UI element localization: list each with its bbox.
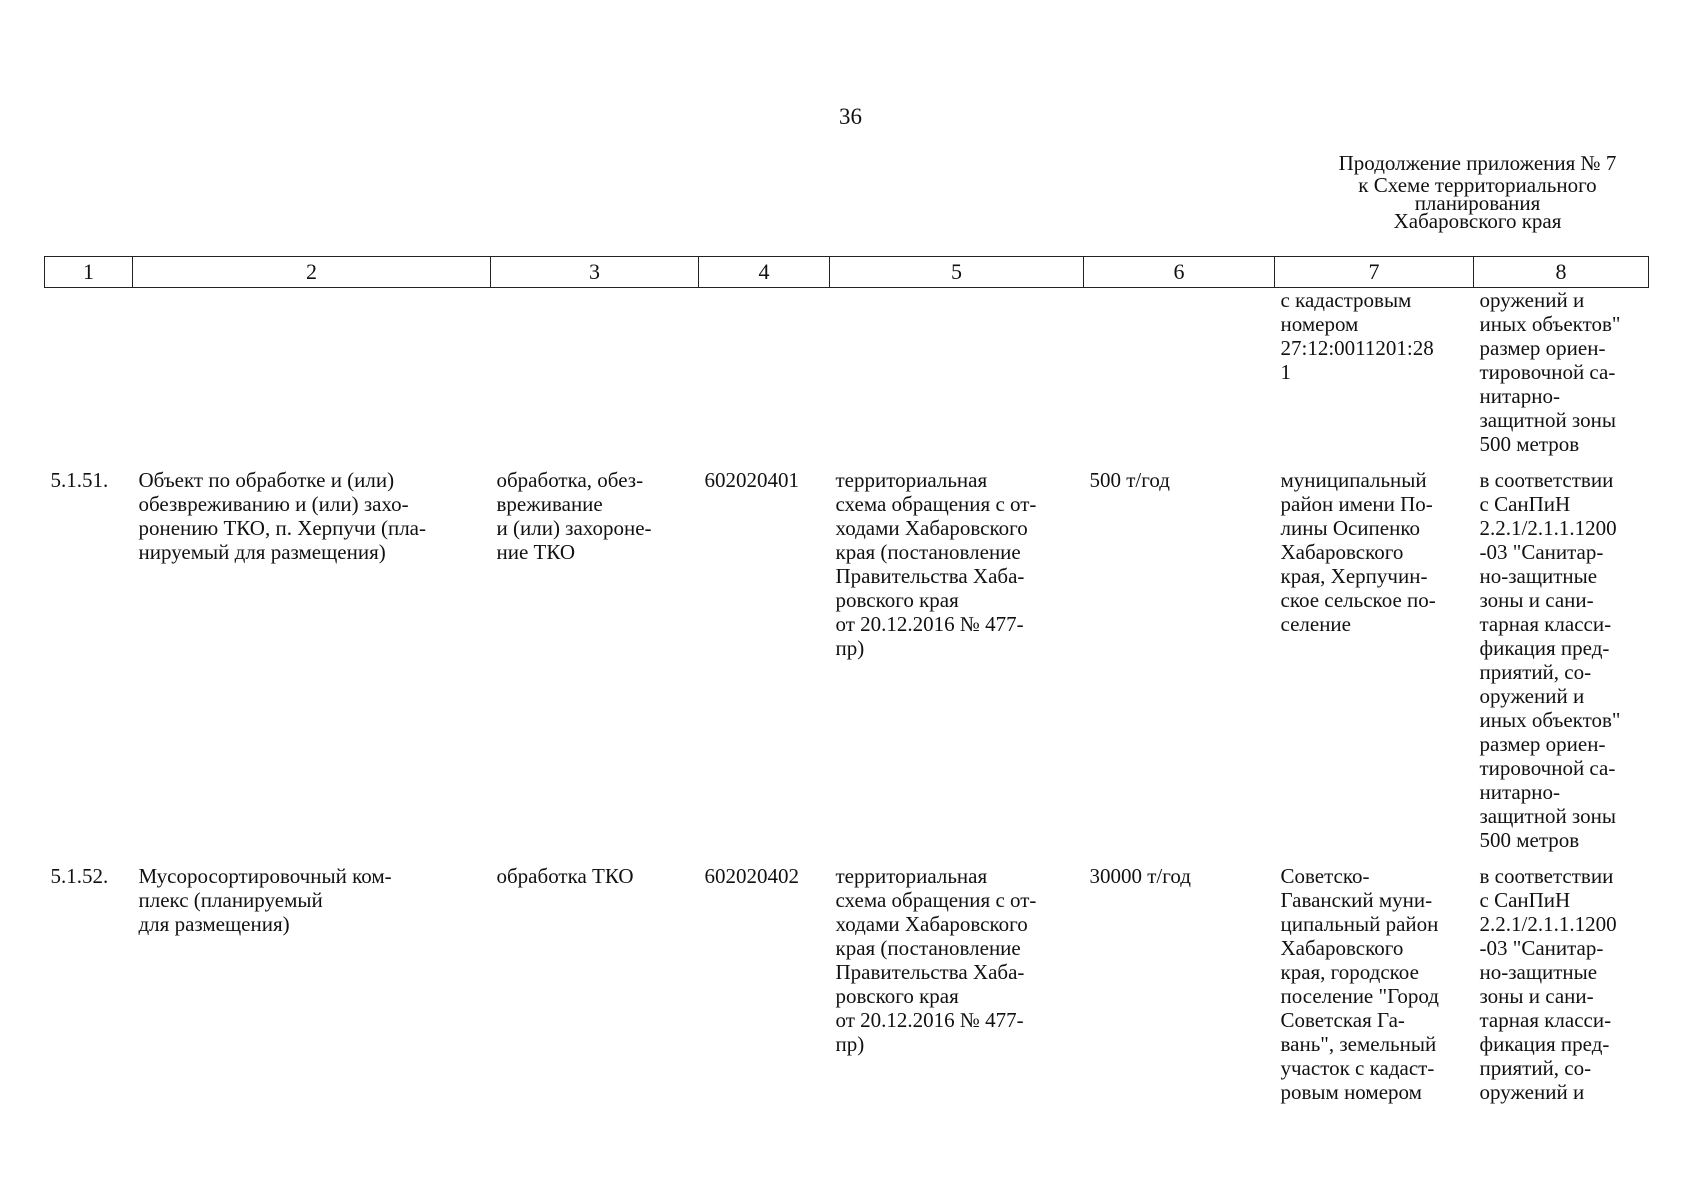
- item-number-cell: [45, 288, 133, 469]
- purpose-cell: [491, 288, 699, 469]
- column-number-row: [45, 257, 1649, 288]
- object-name-cell: [133, 288, 491, 469]
- capacity-cell: 500 т/год: [1089, 468, 1170, 492]
- item-number-cell: 5.1.52.: [50, 864, 109, 888]
- basis-cell: территориальная схема обращения с от- ходами Хабаровского края (постановление Правительства Хаба- ровского края от 20.12.2016 № 477- пр): [835, 864, 1037, 1056]
- appendix-line: планирования: [1414, 191, 1541, 215]
- sanitary-zone-cell: в соответствии с СанПиН 2.2.1/2.1.1.1200 -03 "Санитар- но-защитные зоны и сани- тарная класси- фикация пред- приятий, со- оружений и: [1479, 864, 1617, 1104]
- code-cell: 602020401: [704, 468, 799, 492]
- column-number: 7: [1275, 257, 1474, 288]
- sanitary-zone-cell: в соответствии с СанПиН 2.2.1/2.1.1.1200 -03 "Санитар- но-защитные зоны и сани- тарная класси- фикация пред- приятий, со- оружений и иных объектов" размер ориен- тировочной са- нитарно- защитной зоны 500 метров: [1479, 468, 1621, 852]
- column-number: 8: [1474, 257, 1649, 288]
- column-number: 1: [45, 257, 133, 288]
- capacity-cell: 30000 т/год: [1089, 864, 1191, 888]
- sanitary-zone-cell: оружений и иных объектов" размер ориен- тировочной са- нитарно- защитной зоны 500 метров: [1479, 288, 1621, 456]
- register-table: [44, 256, 1649, 1116]
- table-row: [45, 288, 1649, 469]
- appendix-line: к Схеме территориального: [1358, 173, 1597, 197]
- code-cell: [699, 288, 830, 469]
- table-row: [45, 864, 1649, 1116]
- table-row: [45, 468, 1649, 864]
- location-cell: Советско- Гаванский муни- ципальный район Хабаровского края, городское поселение "Город Советская Га- вань", земельный участок с кадаст- ровым номером: [1280, 864, 1439, 1104]
- location-cell: с кадастровым номером 27:12:0011201:28 1: [1280, 288, 1434, 384]
- page-number: 36: [839, 104, 862, 129]
- basis-cell: [830, 288, 1084, 469]
- appendix-line: Хабаровского края: [1393, 209, 1562, 233]
- object-name-cell: Объект по обработке и (или) обезвреживанию и (или) захо- ронению ТКО, п. Херпучи (пла- нируемый для размещения): [138, 468, 426, 564]
- item-number-cell: 5.1.51.: [50, 468, 109, 492]
- purpose-cell: обработка, обез- вреживание и (или) захороне- ние ТКО: [496, 468, 652, 564]
- code-cell: 602020402: [704, 864, 799, 888]
- column-number: 2: [133, 257, 491, 288]
- appendix-line: Продолжение приложения № 7: [1338, 151, 1617, 175]
- purpose-cell: обработка ТКО: [496, 864, 634, 888]
- column-number: 5: [830, 257, 1084, 288]
- column-number: 4: [699, 257, 830, 288]
- column-number: 3: [491, 257, 699, 288]
- column-number: 6: [1084, 257, 1275, 288]
- capacity-cell: [1084, 288, 1275, 469]
- appendix-caption: [1300, 152, 1655, 232]
- object-name-cell: Мусоросортировочный ком- плекс (планируемый для размещения): [138, 864, 392, 936]
- location-cell: муниципальный район имени По- лины Осипенко Хабаровского края, Херпучин- ское сельское по- селение: [1280, 468, 1436, 636]
- basis-cell: территориальная схема обращения с от- ходами Хабаровского края (постановление Правительства Хаба- ровского края от 20.12.2016 № 477- пр): [835, 468, 1037, 660]
